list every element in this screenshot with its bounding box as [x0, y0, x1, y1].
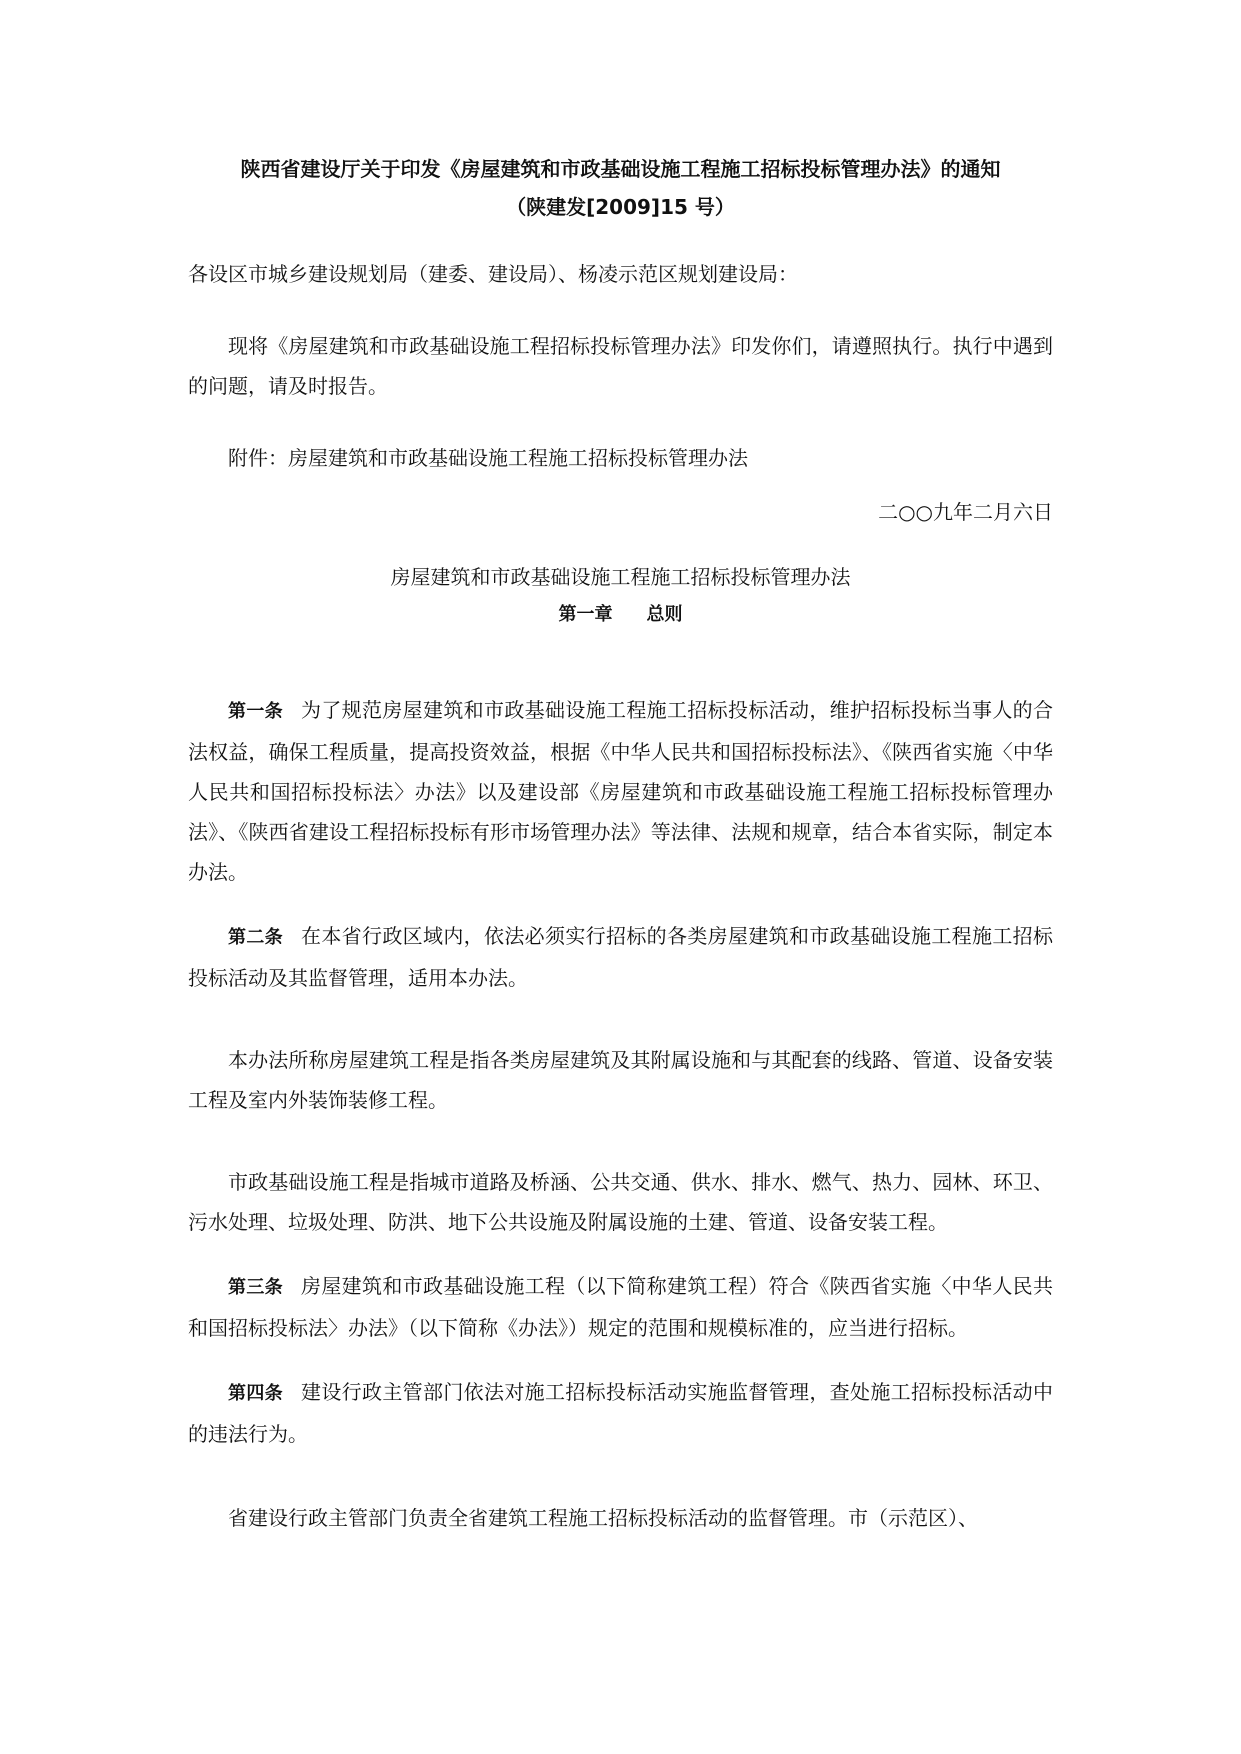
article-2-label: 第二条 [228, 927, 283, 948]
supervision-paragraph: 省建设行政主管部门负责全省建筑工程施工招标投标活动的监督管理。市（示范区）、 [228, 1506, 978, 1530]
article-3-text: 房屋建筑和市政基础设施工程（以下简称建筑工程）符合《陕西省实施〈中华人民共和国招标投标法〉办法》（以下简称《办法》）规定的范围和规模标准的，应当进行招标。 [188, 1274, 1053, 1340]
article-2-text: 在本省行政区域内，依法必须实行招标的各类房屋建筑和市政基础设施工程施工招标投标活动及其监督管理，适用本办法。 [188, 924, 1053, 990]
article-4-label: 第四条 [228, 1383, 283, 1404]
article-3-label: 第三条 [228, 1277, 283, 1298]
notice-title: 陕西省建设厅关于印发《房屋建筑和市政基础设施工程施工招标投标管理办法》的通知 [240, 157, 1001, 181]
regulation-title: 房屋建筑和市政基础设施工程施工招标投标管理办法 [390, 565, 851, 589]
article-1 [188, 690, 1053, 892]
municipal-definition: 市政基础设施工程是指城市道路及桥涵、公共交通、供水、排水、燃气、热力、园林、环卫、污水处理、垃圾处理、防洪、地下公共设施及附属设施的土建、管道、设备安装工程。 [188, 1170, 1053, 1234]
article-4-text: 建设行政主管部门依法对施工招标投标活动实施监督管理，查处施工招标投标活动中的违法行为。 [188, 1380, 1053, 1446]
article-1-label: 第一条 [228, 701, 283, 722]
chapter-number: 第一章 [558, 604, 613, 625]
notice-addressee: 各设区市城乡建设规划局（建委、建设局）、杨凌示范区规划建设局： [188, 262, 798, 286]
notice-doc-number: （陕建发[2009]15 号） [506, 195, 735, 219]
notice-attachment: 附件：房屋建筑和市政基础设施工程施工招标投标管理办法 [228, 446, 748, 470]
notice-body: 现将《房屋建筑和市政基础设施工程招标投标管理办法》印发你们，请遵照执行。执行中遇到的问题，请及时报告。 [188, 334, 1053, 398]
article-1-text: 为了规范房屋建筑和市政基础设施工程施工招标投标活动，维护招标投标当事人的合法权益，确保工程质量，提高投资效益，根据《中华人民共和国招标投标法》、《陕西省实施〈中华人民共和国招标投标法〉办法》以及建设部《房屋建筑和市政基础设施工程施工招标投标管理办法》、《陕西省建设工程招标投标有形市场管理办法》等法律、法规和规章，结合本省实际，制定本办法。 [188, 698, 1053, 884]
chapter-name: 总则 [646, 604, 683, 625]
notice-date: 二○○九年二月六日 [878, 500, 1053, 524]
article-3 [188, 1266, 1053, 1348]
document-content [188, 150, 1053, 1538]
chapter-heading [188, 596, 1053, 634]
building-definition: 本办法所称房屋建筑工程是指各类房屋建筑及其附属设施和与其配套的线路、管道、设备安装工程及室内外装饰装修工程。 [188, 1048, 1053, 1112]
article-2 [188, 916, 1053, 998]
article-4 [188, 1372, 1053, 1454]
